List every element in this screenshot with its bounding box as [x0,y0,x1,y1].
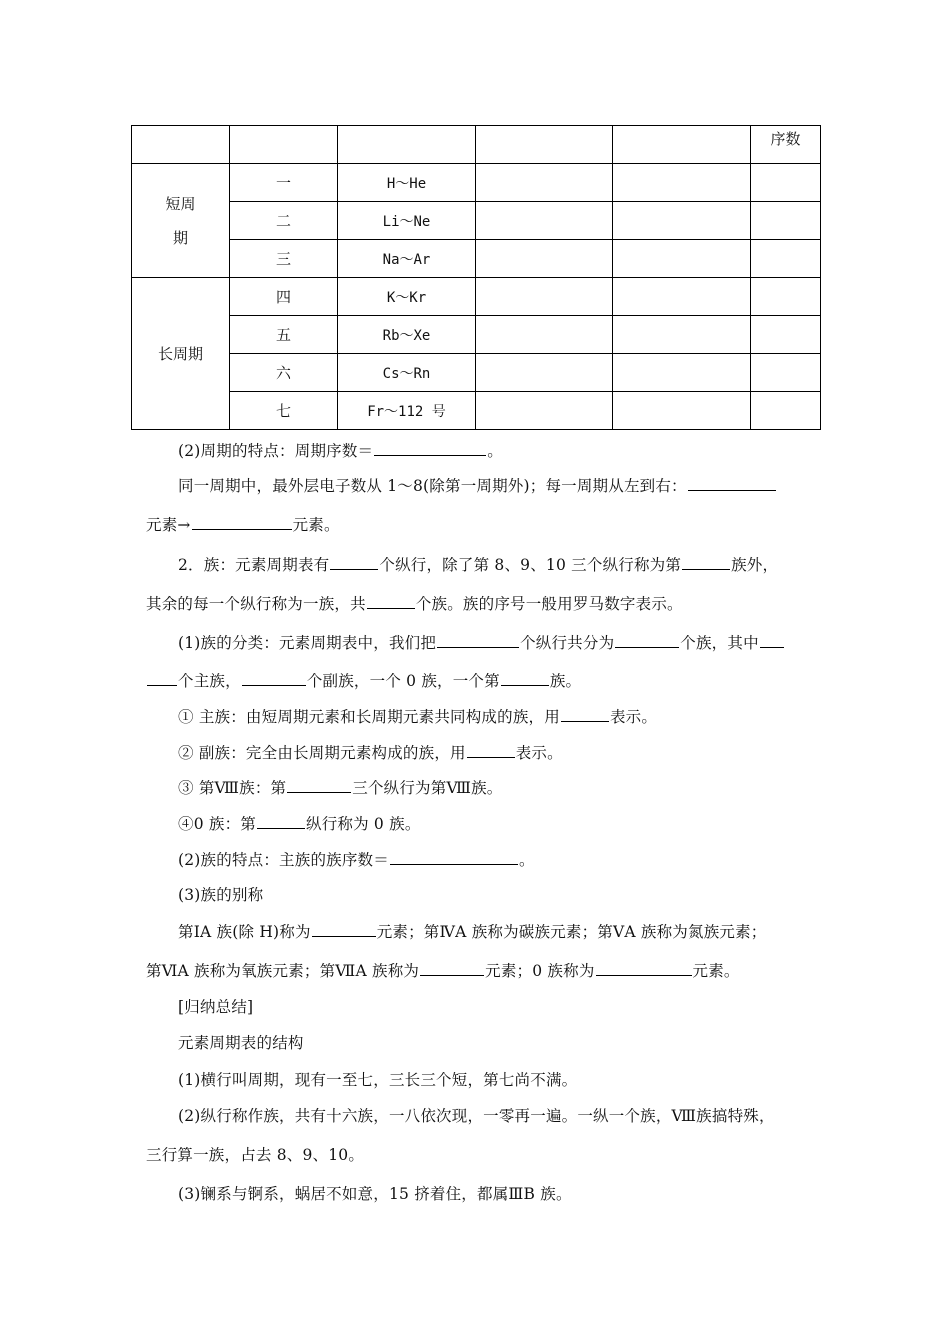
fill-blank[interactable] [330,554,378,570]
text-line: 个主族， 个副族，一个 0 族，一个第 族。 [146,669,581,691]
text-line: 元素周期表的结构 [178,1034,304,1052]
text-line: 其余的每一个纵行称为一族，共 个族。族的序号一般用罗马数字表示。 [146,595,683,613]
text-line: 元素→ 元素。 [146,516,340,534]
text-line: ② 副族：完全由长周期元素构成的族，用 表示。 [178,744,563,762]
fill-blank[interactable] [561,706,609,722]
fill-blank[interactable] [437,632,519,648]
element-range: Na～Ar [338,240,476,278]
fill-blank[interactable] [312,921,376,937]
table-row [132,354,821,392]
element-range: Li～Ne [338,202,476,240]
text-line: (1)横行叫周期，现有一至七，三长三个短，第七尚不满。 [178,1071,578,1089]
fill-blank[interactable] [242,670,306,686]
period-number: 七 [230,392,338,430]
period-number: 二 [230,202,338,240]
fill-blank[interactable] [688,475,776,491]
table-row [132,392,821,430]
period-number: 一 [230,164,338,202]
text-line: (2)周期的特点：周期序数＝ 。 [178,442,503,460]
fill-blank[interactable] [390,849,518,865]
text-line: 2．族：元素周期表有 个纵行，除了第 8、9、10 三个纵行称为第 族外， [178,556,779,574]
text-line: (1)族的分类：元素周期表中，我们把 个纵行共分为 个族，其中 [178,631,785,653]
fill-blank[interactable] [596,960,692,976]
element-range: H～He [338,164,476,202]
fill-blank[interactable] [420,960,484,976]
fill-blank[interactable] [760,632,784,648]
text-line: ① 主族：由短周期元素和长周期元素共同构成的族，用 表示。 [178,708,658,726]
text-line: (2)纵行称作族，共有十六族，一八依次现，一零再一遍。一纵一个族，Ⅷ族搞特殊， [178,1107,775,1125]
element-range: K～Kr [338,278,476,316]
fill-blank[interactable] [257,813,305,829]
element-range: Rb～Xe [338,316,476,354]
period-number: 六 [230,354,338,392]
fill-blank[interactable] [374,440,486,456]
text-line: (2)族的特点：主族的族序数＝ 。 [178,851,535,869]
header-ordinal: 序数 [751,126,821,164]
text-line: 同一周期中，最外层电子数从 1～8(除第一周期外)；每一周期从左到右： [178,474,777,496]
table-row [132,240,821,278]
short-period-label: 短周 期 [132,164,230,278]
fill-blank[interactable] [367,593,415,609]
fill-blank[interactable] [682,554,730,570]
fill-blank[interactable] [287,777,351,793]
table-row [132,316,821,354]
fill-blank[interactable] [501,670,549,686]
long-period-label: 长周期 [132,278,230,430]
fill-blank[interactable] [467,742,515,758]
text-line: (3)族的别称 [178,886,264,904]
section-heading: [归纳总结] [178,998,254,1016]
fill-blank[interactable] [192,514,292,530]
text-line: 第ⅠA 族(除 H)称为 元素；第ⅣA 族称为碳族元素；第ⅤA 族称为氮族元素； [178,923,767,941]
period-number: 五 [230,316,338,354]
table-header-row [132,126,821,164]
period-number: 四 [230,278,338,316]
element-range: Cs～Rn [338,354,476,392]
text-line: ④0 族：第 纵行称为 0 族。 [178,815,421,833]
text-line: 三行算一族，占去 8、9、10。 [146,1146,365,1164]
fill-blank[interactable] [615,632,679,648]
table-row [132,202,821,240]
element-range: Fr～112 号 [338,392,476,430]
table-row [132,278,821,316]
text-line: ③ 第Ⅷ族：第 三个纵行为第Ⅷ族。 [178,779,503,797]
fill-blank[interactable] [147,670,177,686]
text-line: (3)镧系与锕系，蜗居不如意，15 挤着住，都属ⅢB 族。 [178,1185,572,1203]
periodic-period-table [131,125,821,430]
period-number: 三 [230,240,338,278]
text-line: 第ⅥA 族称为氧族元素；第ⅦA 族称为 元素；0 族称为 元素。 [146,962,740,980]
table-row [132,164,821,202]
